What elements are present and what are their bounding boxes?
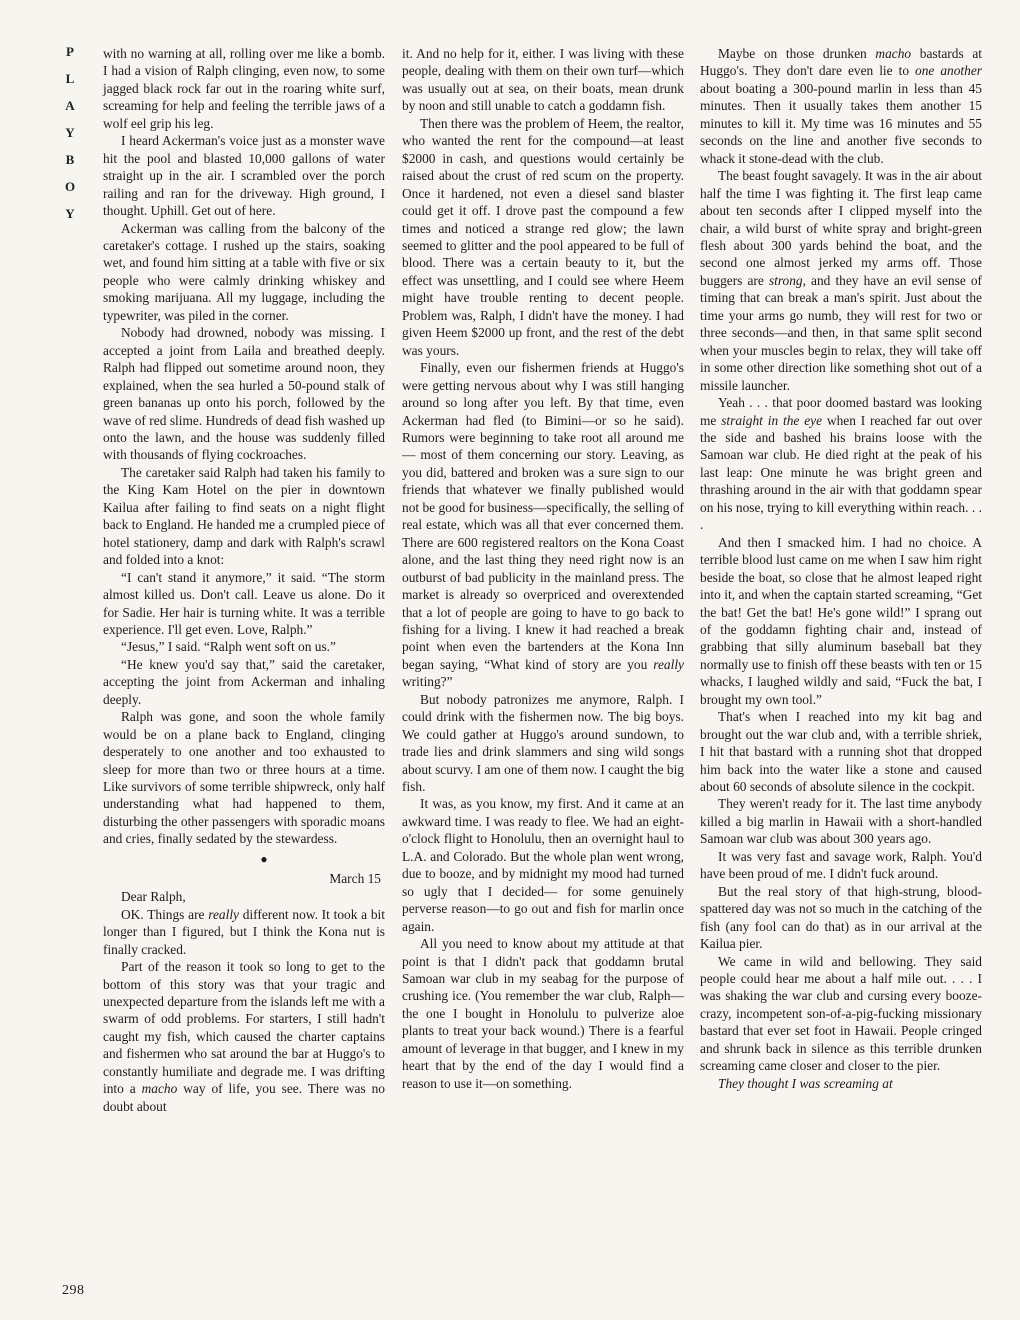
paragraph: Then there was the problem of Heem, the realtor, who wanted the rent for the compound—at least $2000 in cash, and questions would certainly be raised about the crust of red scum on the property. Once it hardened, not even a diesel sand blaster could get it off. I drove past the compound a few times and noticed a strange red glow; the lawn seemed to glitter and the pool appeared to be full of blood. There was a certain beauty to it, but the effect was unsettling, and I could see where Heem might have trouble renting to decent people. Problem was, Ralph, I didn't have the money. I had given Heem $2000 up front, and the rest of the debt was yours. bbox=[402, 115, 684, 358]
masthead-letter: L bbox=[65, 71, 75, 86]
paragraph: That's when I reached into my kit bag and brought out the war club and, with a terrible shriek, I hit that bastard with a running shot that dropped him back into the water like a stone and caused about 60 seconds of absolute silence in the cockpit. bbox=[700, 709, 982, 795]
masthead-letter: A bbox=[65, 98, 75, 113]
paragraph: Ackerman was calling from the balcony of the caretaker's cottage. I rushed up the stairs, soaking wet, and found him sitting at a table with five or six people who were calmly drinking whiskey and smoking marijuana. All my luggage, including the typewriter, was piled in the corner. bbox=[103, 220, 385, 323]
paragraph: They thought I was screaming at bbox=[718, 1075, 893, 1091]
masthead-letter: B bbox=[65, 152, 75, 167]
masthead-letter: Y bbox=[65, 206, 75, 221]
page-number: 298 bbox=[62, 1283, 85, 1298]
paragraph: And then I smacked him. I had no choice. A terrible blood lust came on me when I saw him right beside the boat, so close that he almost leaped right into it, and when the captain started screaming, “Get the bat! Get the bat! He's gone wild!” I sprang out of the goddamn fighting chair and, instead of grabbing that silly aluminum baseball bat they normally use to finish off these beasts with ten or 15 whacks, I laughed wildly and said, “Fuck the bat, I brought my own tool.” bbox=[700, 534, 982, 707]
letter-date: March 15 bbox=[329, 870, 381, 886]
masthead-letter: O bbox=[64, 179, 76, 194]
paragraph: We came in wild and bellowing. They said people could hear me about a half mile out. . . . I was shaking the war club and cursing every booze-crazy, incompetent son-of-a-pig-fucking missionary bastard that ever set foot in Hawaii. People cringed and shrunk back in silence as this terrible drunken screaming came closer and closer to the pier. bbox=[700, 953, 982, 1074]
paragraph: All you need to know about my attitude at that point is that I didn't pack that goddamn brutal Samoan war club in my seabag for the purpose of crushing ice. (You remember the war club, Ralph—the one I bought in Honolulu to pulverize aloe plants to treat your back wound.) There is a fearful amount of leverage in that bugger, and I knew in my heart that by the end of the day I would find a reason to use it—on something. bbox=[402, 936, 684, 1091]
masthead-vertical bbox=[62, 38, 78, 227]
letter-salutation: Dear Ralph, bbox=[121, 889, 186, 905]
paragraph: The caretaker said Ralph had taken his family to the King Kam Hotel on the pier in downtown Kailua after failing to find seats on a night flight back to England. He handed me a crumpled piece of hotel stationery, damp and dark with Ralph's scrawl and folded into a knot: bbox=[103, 464, 385, 568]
paragraph: Maybe on those drunken macho bastards at Huggo's. They don't dare even lie to one another about boating a 300-pound marlin in less than 45 minutes. Then it usually takes them another 15 minutes to kill it. My time was 16 minutes and 55 seconds on the line and another five seconds to whack it stone-dead with the club. bbox=[700, 46, 983, 166]
paragraph: The beast fought savagely. It was in the air about half the time I was fighting it. The first leap came about ten seconds after I clipped myself into the chair, a wild burst of white spray and bright-green flesh about 300 yards behind the boat, and the second one almost jerked my arms off. Those buggers are strong, and they have an evil sense of timing that can break a man's spirit. Just about the time your arms go numb, they will rest for two or three seconds—and then, in that same split second when your muscles begin to relax, they will take off in some other direction like something shot out of a missile launcher. bbox=[700, 168, 983, 393]
text-column-1 bbox=[103, 45, 385, 1115]
paragraph: I heard Ackerman's voice just as a monster wave hit the pool and blasted 10,000 gallons of water straight up in the air. I scrambled over the porch railing and ran for the driveway. High ground, I thought. Uphill. Get out of here. bbox=[103, 133, 385, 219]
paragraph: “I can't stand it anymore,” it said. “The storm almost killed us. Don't call. Leave us alone. Do it for Sadie. Her hair is turning white. It was a terrible experience. I'll get even. Love, Ralph.” bbox=[103, 569, 385, 637]
paragraph: But nobody patronizes me anymore, Ralph. I could drink with the fishermen now. The big boys. We could gather at Huggo's around sundown, to trade lies and drink slammers and sing wild songs about scurvy. I am one of them now. I caught the big fish. bbox=[402, 691, 684, 795]
paragraph: It was very fast and savage work, Ralph. You'd have been proud of me. I didn't fuck around. bbox=[700, 848, 982, 882]
paragraph: Nobody had drowned, nobody was missing. I accepted a joint from Laila and breathed deeply. Ralph had flipped out sometime around noon, they explained, when the sea hurled a 50-pound stalk of green bananas up onto his porch, followed by the wave of red slime. Hundreds of dead fish washed up onto the lawn, and the house was suddenly filled with thousands of flying cockroaches. bbox=[103, 325, 385, 463]
paragraph: But the real story of that high-strung, blood-spattered day was not so much in the catching of the fish (any fool can do that) as in our arrival at the Kailua pier. bbox=[700, 883, 982, 952]
paragraph: it. And no help for it, either. I was living with these people, dealing with them on their own turf—which was usually out at sea, on their boats, mean drunk by noon and still unable to catch a goddamn fish. bbox=[402, 46, 684, 114]
paragraph: OK. Things are really different now. It took a bit longer than I figured, but I think the Kona nut is finally cracked. bbox=[103, 906, 385, 957]
paragraph: “He knew you'd say that,” said the caretaker, accepting the joint from Ackerman and inhaling deeply. bbox=[103, 656, 385, 707]
paragraph: Yeah . . . that poor doomed bastard was looking me straight in the eye when I reached far out over the side and bashed his brains loose with the Samoan war club. He died right at the peak of his last leap: One minute he was bright green and thrashing around in the air with that goddamn spear on his nose, trying to kill everything within reach. . . . bbox=[700, 395, 982, 533]
masthead-letter: P bbox=[66, 44, 74, 59]
paragraph: Part of the reason it took so long to get to the bottom of this story was that your tragic and unexpected departure from the islands left me with a swarm of odd problems. For starters, I still hadn't caught my fish, which caused the charter captains and fishermen who sat around the bar at Huggo's to constantly humiliate and degrade me. I was drifting into a macho way of life, you see. There was no doubt about bbox=[103, 959, 385, 1114]
paragraph: “Jesus,” I said. “Ralph went soft on us.” bbox=[121, 639, 336, 655]
paragraph: They weren't ready for it. The last time anybody killed a big marlin in Hawaii with a short-handled Samoan war club was about 300 years ago. bbox=[700, 796, 982, 847]
paragraph: with no warning at all, rolling over me like a bomb. I had a vision of Ralph clinging, even now, to some jagged black rock far out in the roaring white surf, screaming for help and feeling the terrible jaws of a wolf eel grip his leg. bbox=[103, 46, 385, 131]
paragraph: Finally, even our fishermen friends at Huggo's were getting nervous about why I was still hanging around so long after you left. By that time, even Ackerman had fled (to Bimini—or so he said). Rumors were beginning to take root all around me— most of them concerning our story. Leaving, as you did, battered and broken was a sure sign to our friends that whatever we finally published would not be good for business—specifically, the selling of real estate, which was all that ever concerned them. There are 600 registered realtors on the Kona Coast alone, and the last thing they need right now is an outburst of bad publicity in the mainland press. The market is already so overpriced and overextended that a lot of people are going to have to go back to fishing for a living. I knew it had reached a break point when even the bartenders at the Kona Inn began saying, “What kind of story are you really writing?” bbox=[402, 360, 684, 690]
text-column-3 bbox=[700, 45, 982, 1092]
masthead-letter: Y bbox=[65, 125, 75, 140]
paragraph: Ralph was gone, and soon the whole family would be on a plane back to England, clinging desperately to one another and too exhausted to sleep for more than two or three hours at a time. Like survivors of some terrible shipwreck, only half understanding what had happened to them, disturbing the other passengers with sporadic moans and cries, finally sedated by the stewardess. bbox=[103, 709, 385, 847]
text-column-2 bbox=[402, 45, 684, 1092]
paragraph: It was, as you know, my first. And it came at an awkward time. I was ready to flee. We had an eight-o'clock flight to Honolulu, then an overnight haul to L.A. and Colorado. But the whole plan went wrong, due to booze, and by midnight my mood had turned so ugly that I decided— for some genuinely perverse reason—to go out and fish for marlin once again. bbox=[402, 796, 684, 934]
section-bullet: ● bbox=[260, 851, 268, 866]
